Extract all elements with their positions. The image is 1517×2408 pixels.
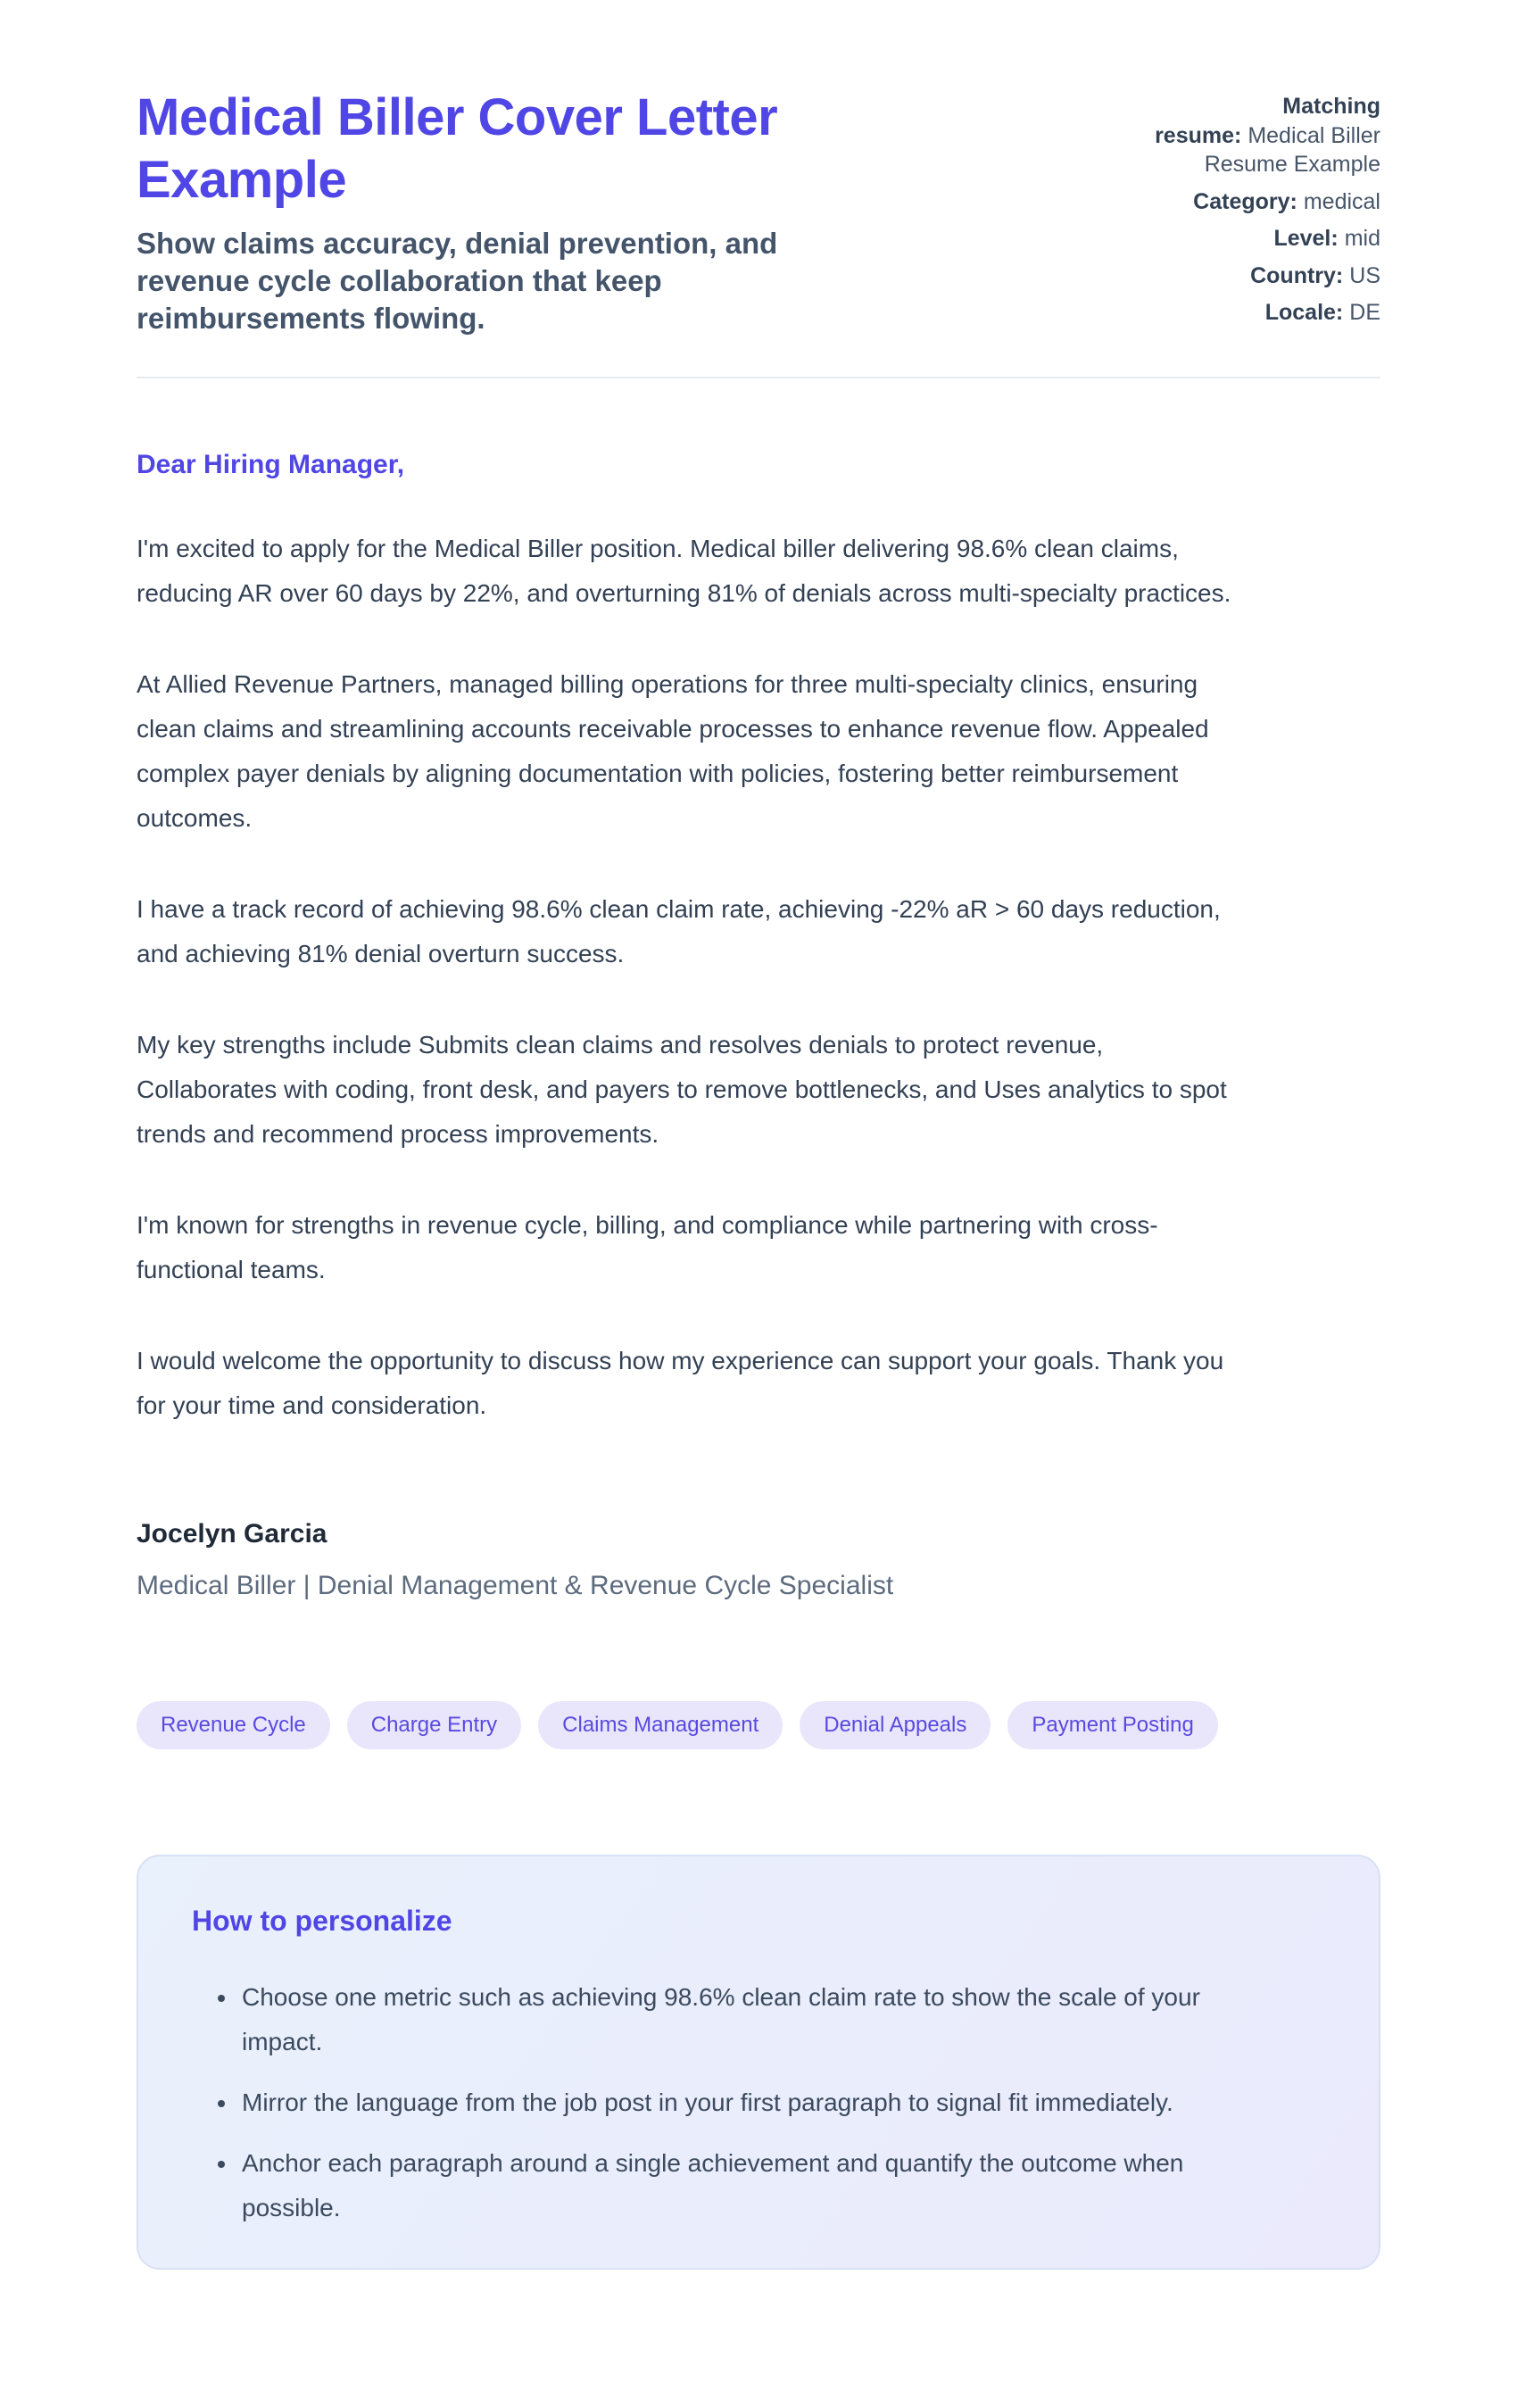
meta-item-country	[1122, 262, 1380, 291]
meta-label: Country:	[1250, 262, 1344, 288]
meta-label: Level:	[1273, 226, 1339, 251]
header-title-block	[137, 87, 1086, 337]
page-header	[137, 87, 1380, 337]
meta-value: Medical Biller Resume Example	[1204, 122, 1380, 177]
meta-label: Matching resume:	[1155, 94, 1380, 148]
meta-item-matching-resume	[1122, 92, 1380, 179]
header-divider	[137, 377, 1380, 378]
page-title: Medical Biller Cover Letter Example	[137, 88, 778, 209]
personalize-box	[137, 1855, 1380, 2270]
page-subtitle: Show claims accuracy, denial prevention, and revenue cycle collaboration that keep reimbursements flowing.	[137, 227, 778, 335]
letter-paragraph: I'm excited to apply for the Medical Biller position. Medical biller delivering 98.6% clean claims, reducing AR over 60 days by 22%, and overturning 81% of denials across multi-specialty practices.	[137, 534, 1231, 607]
meta-item-level	[1122, 224, 1380, 253]
meta-value: DE	[1349, 300, 1380, 325]
letter-paragraph: My key strengths include Submits clean claims and resolves denials to protect revenue, Collaborates with coding, front desk, and payers to remove bottlenecks, and Uses analytics to spot trends and recommend process improvements.	[137, 1030, 1227, 1148]
meta-value: mid	[1344, 226, 1380, 251]
tag-pill-charge-entry[interactable]: Charge Entry	[347, 1701, 521, 1749]
resume-meta-panel	[1122, 87, 1380, 336]
cover-letter-body	[137, 450, 1380, 1601]
signature-name: Jocelyn Garcia	[137, 1518, 327, 1549]
letter-paragraph: At Allied Revenue Partners, managed billing operations for three multi-specialty clinics, ensuring clean claims and streamlining accounts receivable processes to enhance revenue flow. Appealed complex payer denials by aligning documentation with policies, fostering better reimbursement outcomes.	[137, 669, 1209, 832]
meta-item-category	[1122, 187, 1380, 217]
skill-tags-row	[137, 1701, 1380, 1749]
signature-block	[137, 1519, 1380, 1601]
tag-pill-claims-management[interactable]: Claims Management	[538, 1701, 783, 1749]
meta-value: US	[1349, 262, 1380, 288]
letter-paragraph: I'm known for strengths in revenue cycle, billing, and compliance while partnering with cross-functional teams.	[137, 1210, 1158, 1283]
tag-pill-revenue-cycle[interactable]: Revenue Cycle	[137, 1701, 330, 1749]
personalize-heading: How to personalize	[192, 1904, 452, 1937]
meta-value: medical	[1303, 188, 1380, 214]
signature-role: Medical Biller | Denial Management & Revenue Cycle Specialist	[137, 1570, 894, 1600]
tip-item: • Choose one metric such as achieving 98.6% clean claim rate to show the scale of your impact.	[238, 1975, 1220, 2064]
tip-item: • Mirror the language from the job post in your first paragraph to signal fit immediately.	[238, 2080, 1220, 2125]
tag-pill-denial-appeals[interactable]: Denial Appeals	[800, 1701, 991, 1749]
personalize-tip-list	[192, 1975, 1325, 2230]
tag-pill-payment-posting[interactable]: Payment Posting	[1007, 1701, 1217, 1749]
meta-label: Category:	[1193, 188, 1297, 214]
meta-item-locale	[1122, 298, 1380, 328]
salutation: Dear Hiring Manager,	[137, 449, 405, 479]
meta-label: Locale:	[1264, 300, 1344, 325]
letter-paragraph: I have a track record of achieving 98.6% clean claim rate, achieving -22% aR > 60 days reduction, and achieving 81% denial overturn success.	[137, 894, 1221, 967]
tip-item: • Anchor each paragraph around a single achievement and quantify the outcome when possible.	[238, 2141, 1220, 2230]
letter-paragraph: I would welcome the opportunity to discuss how my experience can support your goals. Thank you for your time and consideration.	[137, 1346, 1224, 1419]
